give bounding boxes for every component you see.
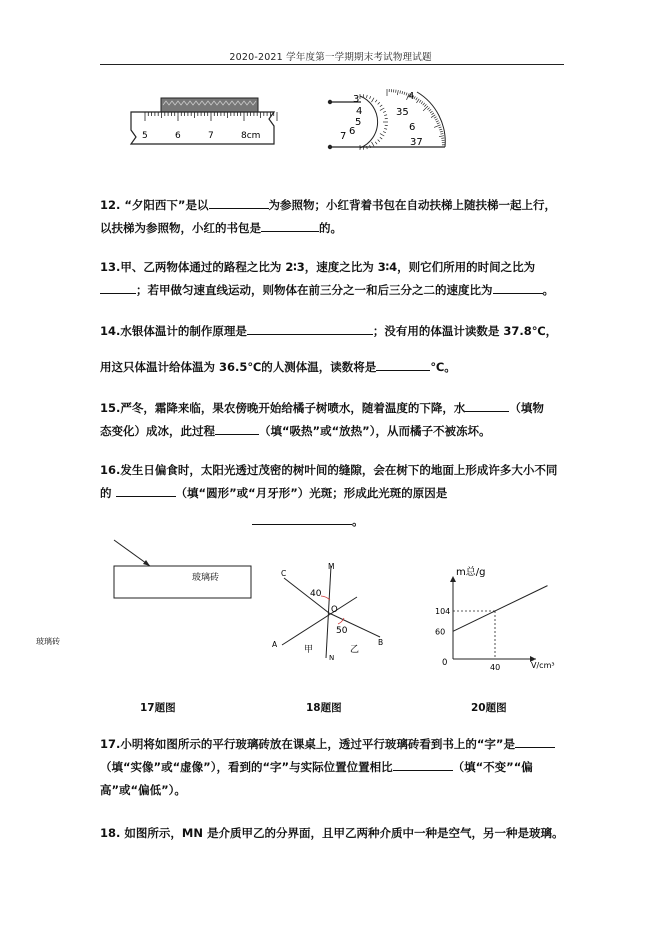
dial-tick [380, 105, 382, 107]
inner-dial-label: 4 [356, 106, 363, 117]
outer-dial-label: 6 [409, 122, 416, 133]
ruler-tick-label: 7 [208, 131, 214, 141]
outer-dial-tick [397, 90, 398, 95]
medium-label: 乙 [350, 645, 360, 655]
dial-tick [380, 108, 384, 111]
q16-text: （填“圆形”或“月牙形”）光斑；形成此光斑的原因是 [175, 486, 448, 500]
q14-text: ；没有用的体温计读数是 37.8℃， [372, 324, 558, 338]
q12-text: 为参照物；小红背着书包在自动扶梯上随扶梯一起上行， [268, 198, 556, 212]
dial-tick [378, 140, 380, 142]
outer-dial-tick [416, 98, 418, 101]
question-18 [100, 822, 570, 845]
question-14 [100, 320, 570, 343]
outer-dial-tick [404, 92, 405, 95]
dial-tick [370, 96, 371, 99]
q15-blank-2[interactable] [215, 421, 259, 435]
dial-tick [380, 134, 384, 137]
chart-ylabel: m总/g [456, 567, 486, 578]
q13-text: 。 [542, 283, 554, 297]
data-line [453, 586, 548, 632]
y-tick-label: 60 [435, 627, 446, 637]
q13-blank-2[interactable] [493, 280, 543, 294]
outer-dial-tick [429, 109, 431, 111]
outer-dial-tick [423, 103, 425, 105]
q16-text: 16.发生日偏食时，太阳光透过茂密的树叶间的缝隙，会在树下的地面上形成许多大小不同 [100, 463, 558, 477]
medium-label: 甲 [304, 645, 314, 655]
outer-dial-tick [423, 106, 428, 111]
q17-text: 17.小明将如图所示的平行玻璃砖放在课桌上，透过平行玻璃砖看到书上的“字”是 [100, 737, 515, 751]
q14-text: 14.水银体温计的制作原理是 [100, 324, 247, 338]
q15-text: （填物 [509, 401, 544, 415]
outer-dial-tick [406, 93, 407, 96]
header-rule [100, 64, 564, 65]
dial-tick [384, 128, 387, 129]
ruler-tick-label: 6 [175, 131, 181, 141]
outer-dial-tick [440, 133, 443, 134]
chart-xlabel: V/cm³ [531, 661, 555, 670]
outer-dial-tick [427, 108, 429, 110]
outer-dial-tick [400, 91, 401, 94]
dial-tick [383, 111, 386, 112]
inner-dial-label: 6 [349, 126, 356, 137]
q15-text: （填“吸热”或“放热”），从而橘子不被冻坏。 [259, 424, 491, 438]
q13-text: ；若甲做匀速直线运动，则物体在前三分之一和后三分之二的速度比为 [136, 283, 493, 297]
outer-dial-tick [435, 119, 438, 120]
ruler-tick-label: 8cm [241, 131, 261, 141]
figure-20-chart [426, 562, 561, 670]
inner-dial [360, 96, 378, 148]
q13-blank-1[interactable] [100, 280, 136, 294]
caption-20: 20题图 [471, 702, 507, 714]
inner-dial-label: 5 [355, 117, 362, 128]
question-12 [100, 194, 570, 240]
dial-tick [366, 95, 367, 98]
label-m: M [328, 562, 335, 571]
q16-blank-1[interactable] [116, 483, 176, 497]
ruler-tick-label: 5 [142, 131, 148, 141]
q17-blank-1[interactable] [515, 734, 555, 748]
label-c: C [281, 569, 287, 578]
q14-blank-2[interactable] [376, 357, 430, 371]
q14-text: 用这只体温计给体温为 36.5℃的人测体温，读数将是 [100, 360, 377, 374]
outer-dial-tick [439, 136, 444, 137]
question-13 [100, 256, 570, 302]
outer-dial-tick [439, 127, 442, 128]
side-label: 玻璃砖 [36, 637, 60, 646]
chart-origin: 0 [442, 658, 448, 668]
glass-brick-label: 玻璃砖 [192, 573, 220, 583]
outer-dial-tick [437, 123, 440, 124]
q17-text: （填“不变”“偏 [452, 760, 533, 774]
inner-dial-label: 7 [340, 131, 347, 142]
outer-dial-tick [421, 101, 423, 103]
question-15 [100, 397, 570, 443]
angle-label: 40 [310, 589, 322, 599]
figure-17 [110, 536, 260, 604]
outer-dial-tick [439, 129, 442, 130]
dial-tick [378, 102, 380, 104]
q12-text: 的。 [319, 221, 342, 235]
question-17 [100, 733, 570, 802]
outer-dial-tick [402, 91, 403, 94]
dial-tick [384, 115, 387, 116]
q15-text: 15.严冬，霜降来临，果农傍晚开始给橘子树喷水，随着温度的下降，水 [100, 401, 466, 415]
outer-dial-tick [424, 104, 426, 106]
outer-dial-label: 4 [408, 91, 415, 102]
dial-tick [372, 98, 375, 102]
q17-text: 高”或“偏低”）。 [100, 783, 186, 797]
dial-tick [372, 142, 375, 146]
outer-dial-tick [434, 125, 440, 128]
q12-blank-2[interactable] [261, 218, 319, 232]
outer-dial-tick [431, 115, 435, 118]
q12-text: 12. “夕阳西下”是以 [100, 198, 209, 212]
ray-co [284, 578, 329, 613]
y-tick-label: 104 [435, 607, 451, 616]
question-16 [100, 459, 570, 505]
q18-text: 18. 如图所示，MN 是介质甲乙的分界面，且甲乙两种介质中一种是空气，另一种是玻璃。 [100, 826, 564, 840]
angle-label: 50 [336, 626, 348, 636]
dial-tick [375, 100, 377, 102]
caption-17: 17题图 [140, 702, 176, 714]
q16-blank-2[interactable] [252, 511, 352, 525]
label-a: A [272, 640, 278, 649]
outer-dial-tick [419, 100, 421, 102]
caption-18: 18题图 [306, 702, 342, 714]
dial-tick [380, 137, 382, 139]
q17-blank-2[interactable] [393, 757, 453, 771]
outer-dial-tick [431, 113, 433, 115]
q12-text: 以扶梯为参照物，小红的书包是 [100, 221, 261, 235]
glass-brick [114, 566, 251, 598]
outer-dial-tick [434, 117, 437, 119]
label-b: B [378, 638, 384, 647]
q13-text: 13.甲、乙两物体通过的路程之比为 2∶3，速度之比为 3∶4，则它们所用的时间之比为 [100, 260, 536, 274]
x-tick-label: 40 [490, 663, 501, 670]
page-header: 2020-2021 学年度第一学期期末考试物理试题 [229, 52, 432, 63]
label-o: O [331, 605, 338, 615]
q15-text: 态变化）成冰，此过程 [100, 424, 215, 438]
outer-dial-tick [430, 111, 432, 113]
dial-tick [383, 132, 386, 133]
measured-block [161, 98, 258, 112]
question-16-cont [252, 510, 364, 533]
label-n: N [329, 654, 335, 662]
outer-dial-label: 35 [396, 107, 409, 118]
outer-dial-tick [436, 121, 439, 122]
dial-tick [375, 142, 377, 144]
figure-18 [268, 560, 388, 663]
question-14-cont [100, 356, 570, 379]
q14-blank-1[interactable] [247, 321, 373, 335]
ruler-figure [128, 92, 278, 150]
outer-dial-tick [440, 131, 443, 132]
inner-dial-label: 3 [353, 94, 360, 105]
q17-text: （填“实像”或“虚像”），看到的“字”与实际位置位置相比 [100, 760, 393, 774]
q16-text: 。 [352, 514, 364, 528]
q12-blank-1[interactable] [209, 195, 269, 209]
stopwatch-figure [325, 88, 450, 156]
q14-text: ℃。 [430, 360, 456, 374]
q15-blank-1[interactable] [465, 398, 509, 412]
outer-dial-label: 37 [410, 137, 423, 148]
q16-text: 的 [100, 486, 112, 500]
outer-dial-tick [416, 99, 419, 103]
